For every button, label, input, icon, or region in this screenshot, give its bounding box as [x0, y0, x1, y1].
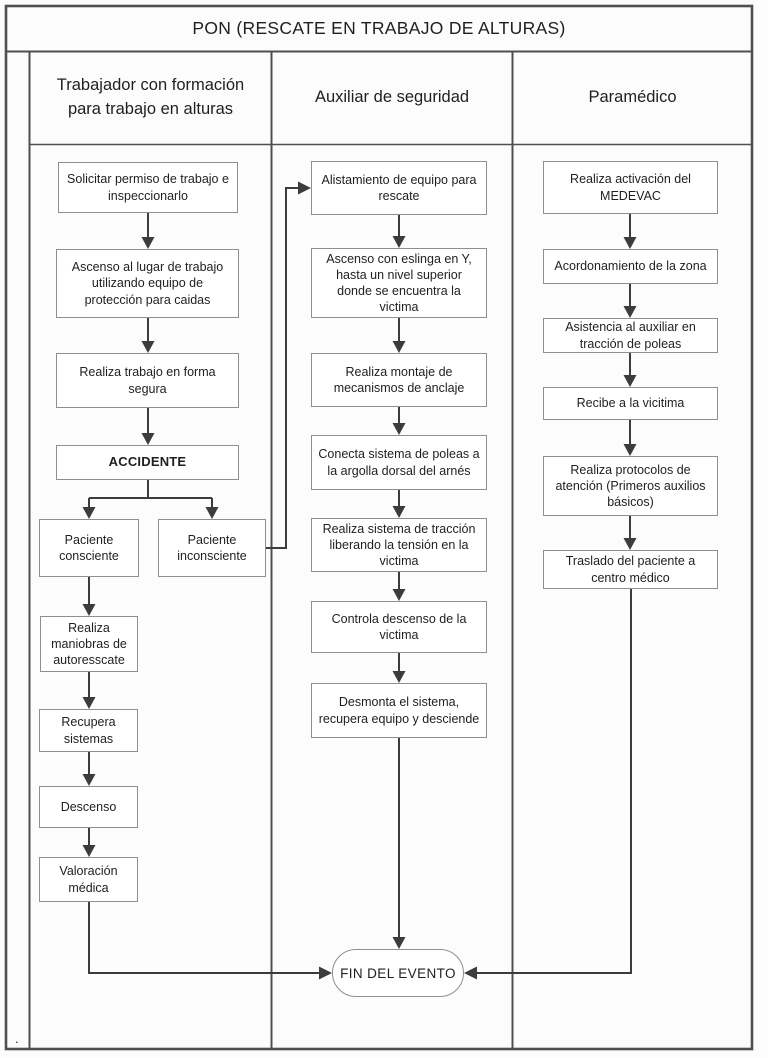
node-controla-descenso: Controla descenso de la victima — [311, 601, 487, 653]
node-montaje-anclaje: Realiza montaje de mecanismos de anclaje — [311, 353, 487, 407]
lane-header-safety: Auxiliar de seguridad — [314, 88, 470, 107]
page-title: PON (RESCATE EN TRABAJO DE ALTURAS) — [192, 18, 566, 38]
node-realiza-trabajo: Realiza trabajo en forma segura — [56, 353, 239, 408]
node-accidente: ACCIDENTE — [56, 445, 239, 480]
node-descenso: Descenso — [39, 786, 138, 828]
node-recupera-sistemas: Recupera sistemas — [39, 709, 138, 752]
node-ascenso-eslinga: Ascenso con eslinga en Y, hasta un nivel superior donde se encuentra la victima — [311, 248, 487, 318]
node-desmonta-sistema: Desmonta el sistema, recupera equipo y desciende — [311, 683, 487, 738]
node-traslado-paciente: Traslado del paciente a centro médico — [543, 550, 718, 589]
lane-header-paramedic: Paramédico — [588, 88, 677, 107]
stray-period: . — [15, 1031, 19, 1046]
inconsciente-to-auxiliar-connector — [266, 182, 311, 549]
node-paciente-inconsciente: Paciente inconsciente — [158, 519, 266, 577]
node-valoracion-medica: Valoración médica — [39, 857, 138, 902]
node-protocolos-atencion: Realiza protocolos de atención (Primeros auxilios básicos) — [543, 456, 718, 516]
node-solicitar-permiso: Solicitar permiso de trabajo e inspeccionarlo — [58, 162, 238, 213]
node-ascenso-lugar: Ascenso al lugar de trabajo utilizando equipo de protección para caidas — [56, 249, 239, 318]
lane-safety-arrows — [393, 215, 406, 949]
node-asistencia-auxiliar: Asistencia al auxiliar en tracción de poleas — [543, 318, 718, 353]
node-conecta-poleas: Conecta sistema de poleas a la argolla dorsal del arnés — [311, 435, 487, 490]
node-fin-del-evento: FIN DEL EVENTO — [332, 949, 464, 997]
node-maniobras-autorescate: Realiza maniobras de autoresscate — [40, 616, 138, 672]
node-acordonamiento: Acordonamiento de la zona — [543, 249, 718, 284]
node-recibe-victima: Recibe a la vicitima — [543, 387, 718, 420]
node-sistema-traccion: Realiza sistema de tracción liberando la tensión en la victima — [311, 518, 487, 572]
node-activacion-medevac: Realiza activación del MEDEVAC — [543, 161, 718, 214]
node-paciente-consciente: Paciente consciente — [39, 519, 139, 577]
node-alistamiento-equipo: Alistamiento de equipo para rescate — [311, 161, 487, 215]
lane-header-worker: Trabajador con formación para trabajo en alturas — [56, 76, 245, 118]
